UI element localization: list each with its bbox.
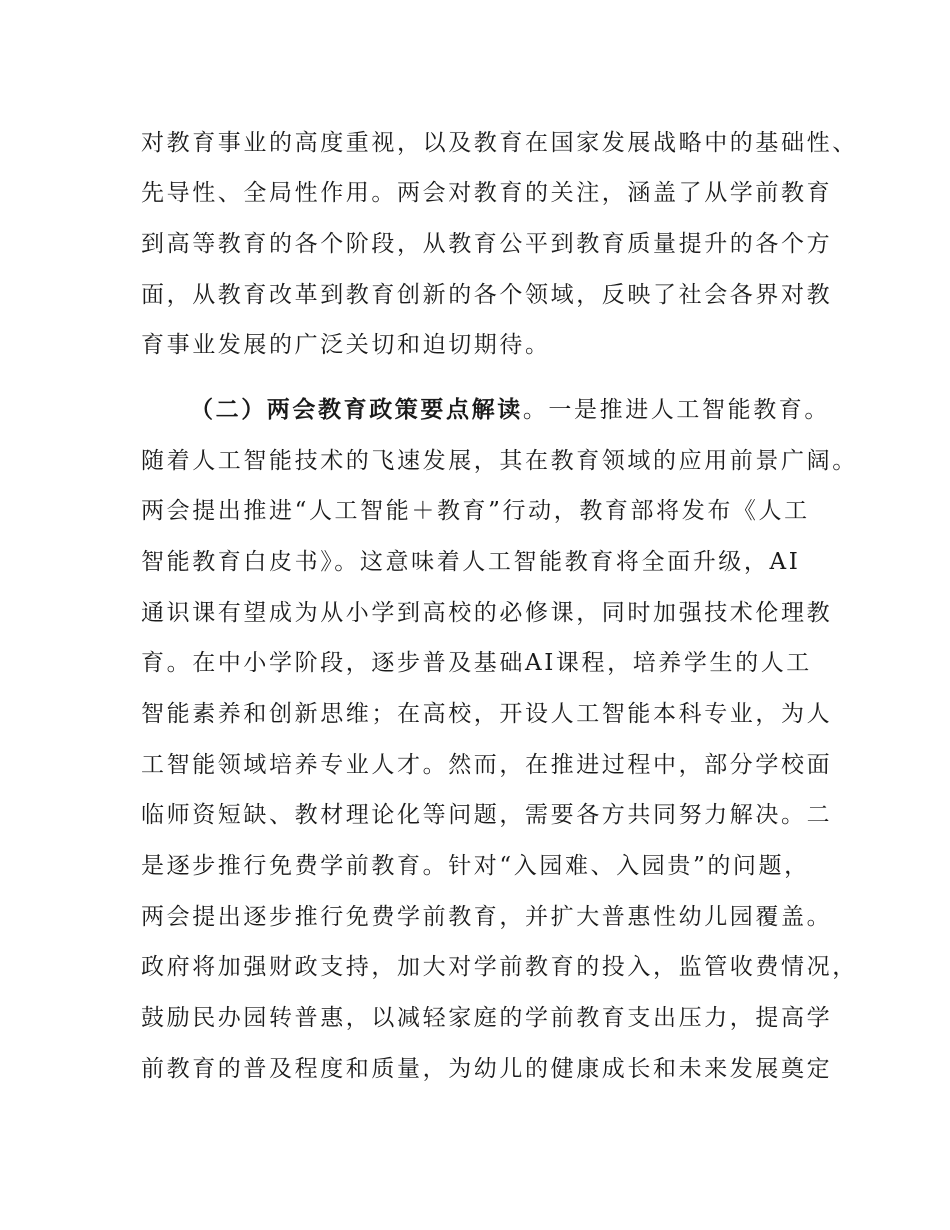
section-heading: （二）两会教育政策要点解读 xyxy=(190,397,523,423)
paragraph-line: 智能教育白皮书》。这意味着人工智能教育将全面升级，AI xyxy=(141,549,801,575)
paragraph-line: 对教育事业的高度重视，以及教育在国家发展战略中的基础性、 xyxy=(141,130,858,156)
paragraph-line: 通识课有望成为从小学到高校的必修课，同时加强技术伦理教 xyxy=(141,600,833,626)
section-heading-line xyxy=(190,395,830,425)
paragraph-line: 临师资短缺、教材理论化等问题，需要各方共同努力解决。二 xyxy=(141,802,833,828)
paragraph-line: 是逐步推行免费学前教育。针对“入园难、入园贵”的问题， xyxy=(141,853,810,879)
paragraph-line: 随着人工智能技术的飞速发展，其在教育领域的应用前景广阔。 xyxy=(141,448,858,474)
paragraph-line: 到高等教育的各个阶段，从教育公平到教育质量提升的各个方 xyxy=(141,231,833,257)
paragraph-line: 育。在中小学阶段，逐步普及基础AI课程，培养学生的人工 xyxy=(141,650,812,676)
paragraph-line: 两会提出推进“人工智能＋教育”行动，教育部将发布《人工 xyxy=(141,498,810,524)
paragraph-line: 育事业发展的广泛关切和迫切期待。 xyxy=(141,332,551,358)
paragraph-line: 工智能领域培养专业人才。然而，在推进过程中，部分学校面 xyxy=(141,752,833,778)
paragraph-line: 面，从教育改革到教育创新的各个领域，反映了社会各界对教 xyxy=(141,282,833,308)
paragraph-line: 鼓励民办园转普惠，以减轻家庭的学前教育支出压力，提高学 xyxy=(141,1005,833,1031)
paragraph-line: 两会提出逐步推行免费学前教育，并扩大普惠性幼儿园覆盖。 xyxy=(141,904,833,930)
paragraph-line: 政府将加强财政支持，加大对学前教育的投入，监管收费情况， xyxy=(141,954,858,980)
paragraph-line: 前教育的普及程度和质量，为幼儿的健康成长和未来发展奠定 xyxy=(141,1056,833,1082)
paragraph-line: 先导性、全局性作用。两会对教育的关注，涵盖了从学前教育 xyxy=(141,180,833,206)
heading-line-text: 。一是推进人工智能教育。 xyxy=(522,397,831,423)
paragraph-line: 智能素养和创新思维；在高校，开设人工智能本科专业，为人 xyxy=(141,701,833,727)
